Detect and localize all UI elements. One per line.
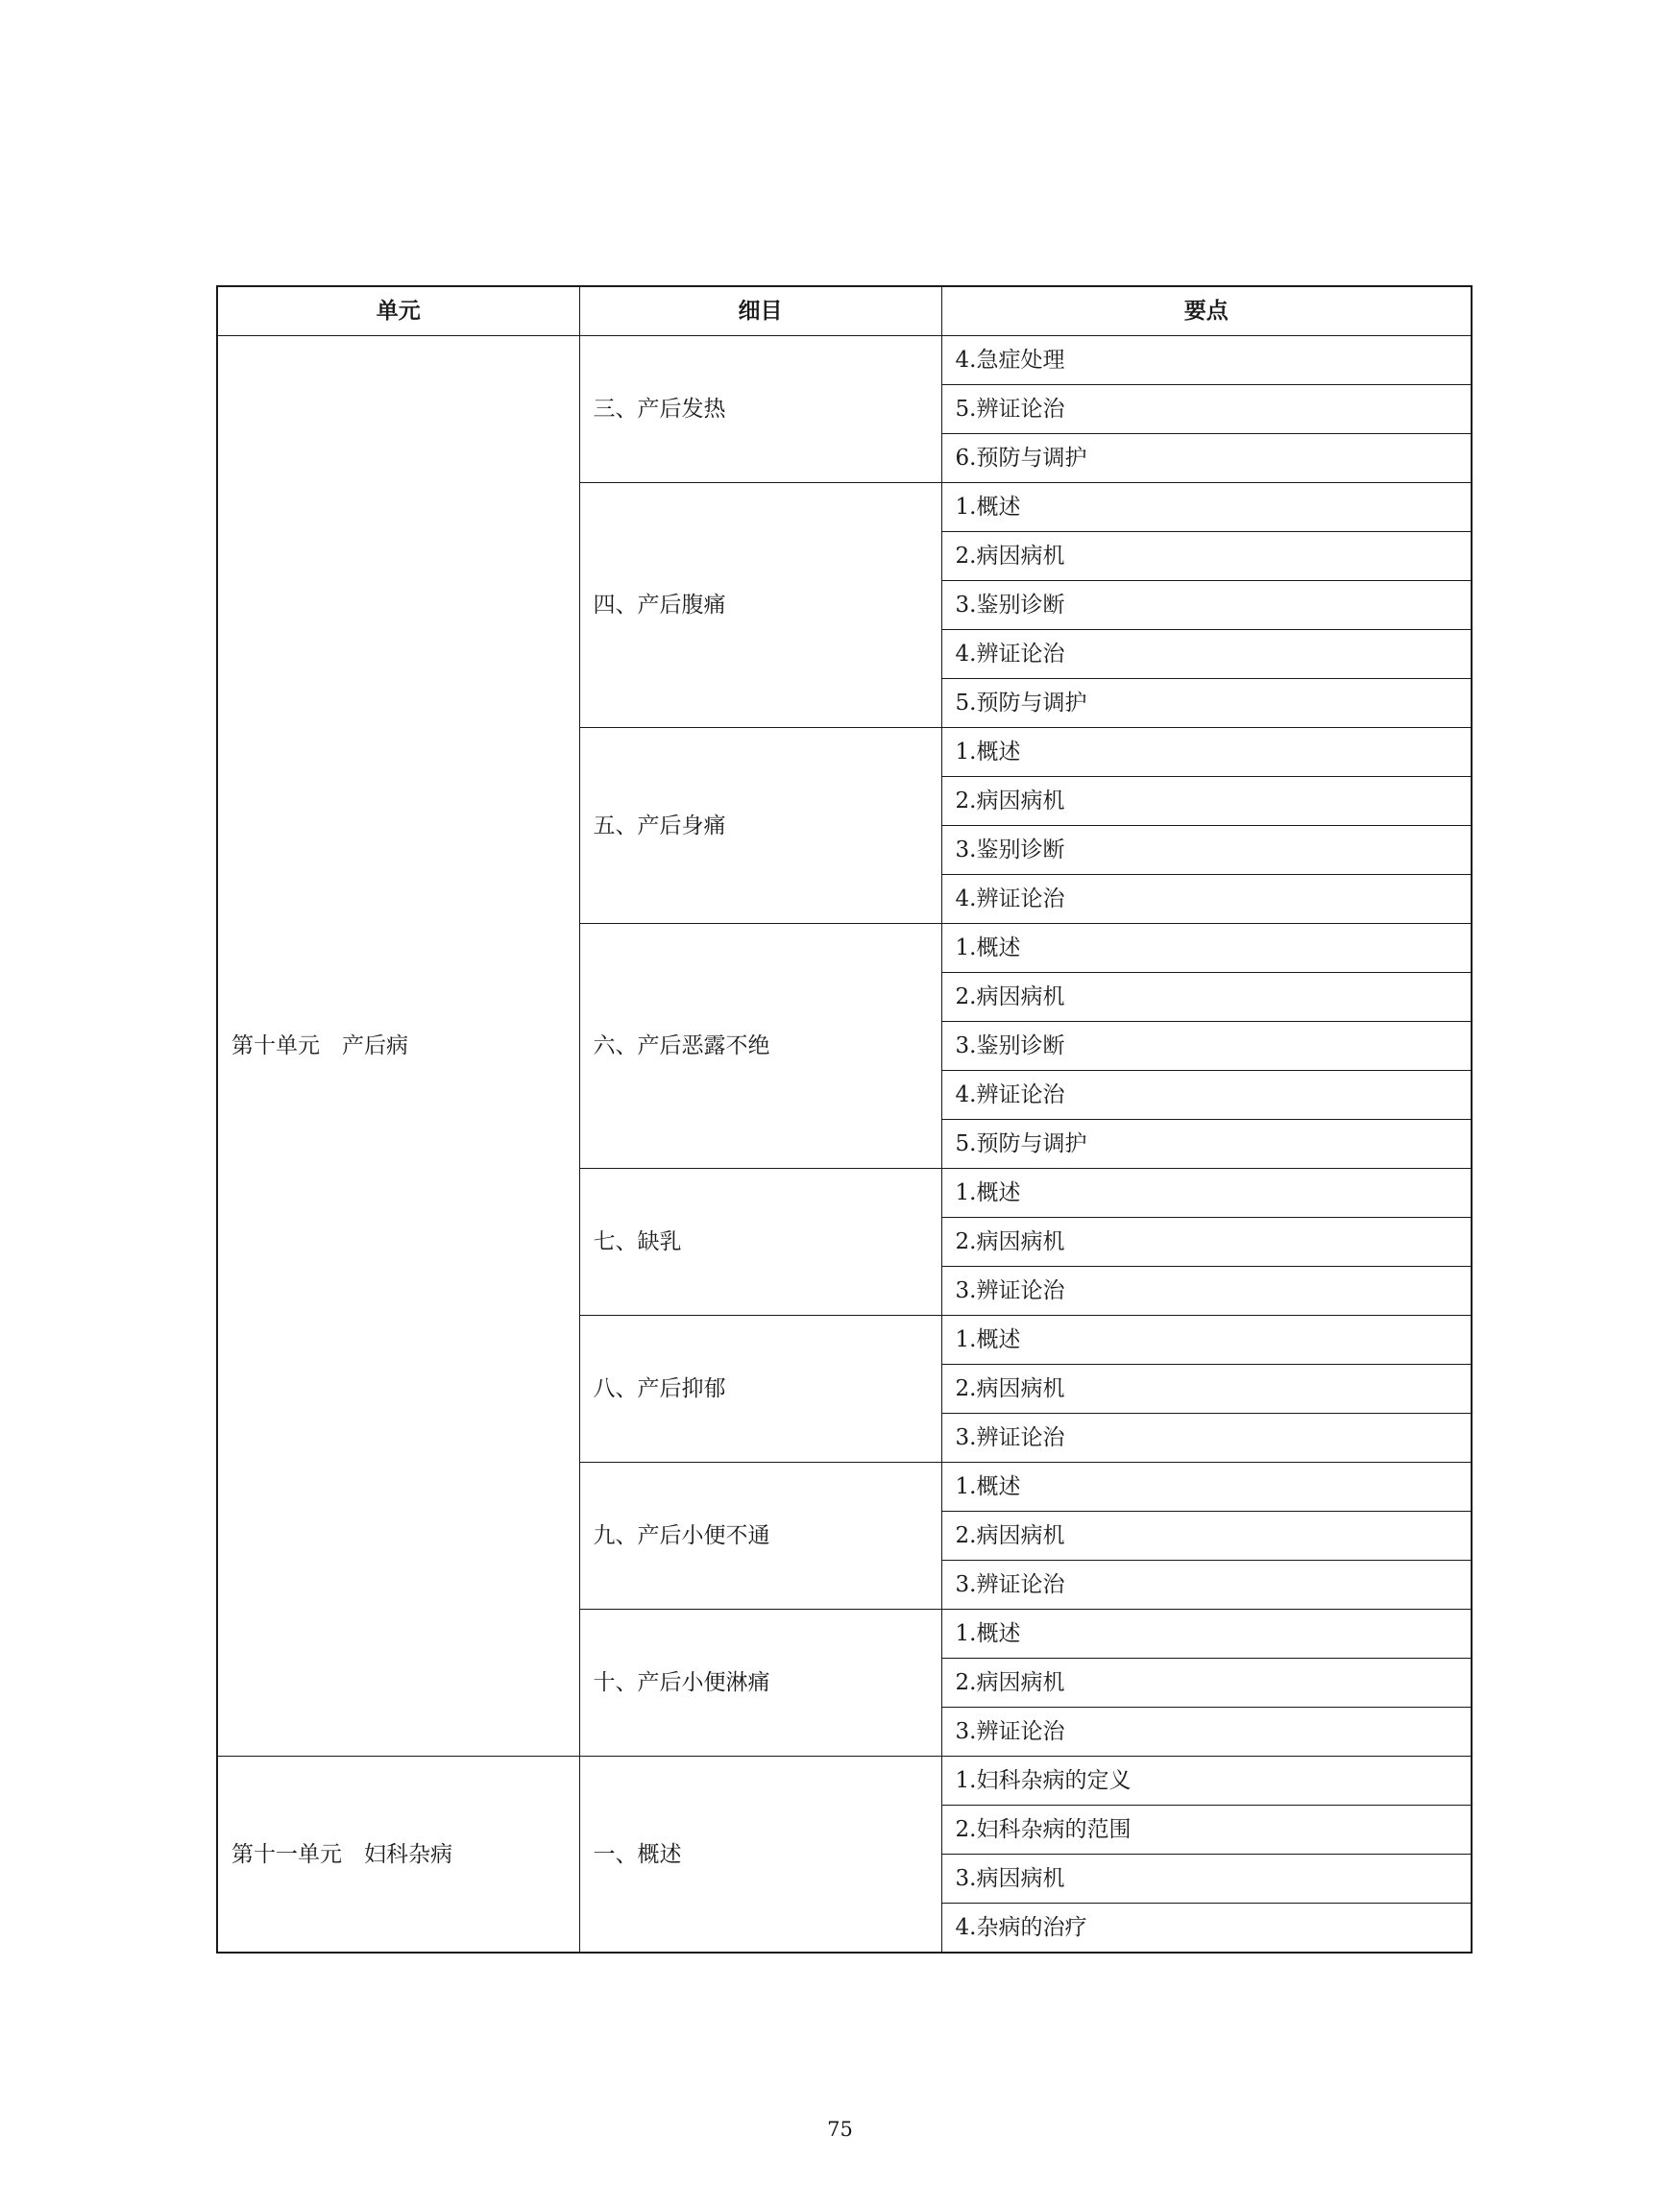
point-cell: 3.病因病机 <box>941 1855 1472 1904</box>
point-cell: 3.辨证论治 <box>941 1267 1472 1316</box>
header-row <box>217 286 1472 336</box>
point-cell: 3.鉴别诊断 <box>941 826 1472 875</box>
point-cell: 3.鉴别诊断 <box>941 581 1472 630</box>
point-cell: 2.病因病机 <box>941 1365 1472 1414</box>
table-header <box>217 286 1472 336</box>
point-cell: 1.概述 <box>941 1316 1472 1365</box>
point-cell: 2.病因病机 <box>941 777 1472 826</box>
unit-cell: 第十单元 产后病 <box>217 336 579 1757</box>
header-points: 要点 <box>941 286 1472 336</box>
table-row <box>217 336 1472 385</box>
point-cell: 3.辨证论治 <box>941 1708 1472 1757</box>
point-cell: 2.病因病机 <box>941 1218 1472 1267</box>
point-cell: 2.病因病机 <box>941 1512 1472 1561</box>
point-cell: 1.妇科杂病的定义 <box>941 1757 1472 1806</box>
topic-cell: 六、产后恶露不绝 <box>579 924 941 1169</box>
point-cell: 3.辨证论治 <box>941 1414 1472 1463</box>
point-cell: 1.概述 <box>941 924 1472 973</box>
point-cell: 2.妇科杂病的范围 <box>941 1806 1472 1855</box>
point-cell: 4.辨证论治 <box>941 630 1472 679</box>
point-cell: 6.预防与调护 <box>941 434 1472 483</box>
point-cell: 2.病因病机 <box>941 973 1472 1022</box>
topic-cell: 一、概述 <box>579 1757 941 1954</box>
unit-cell: 第十一单元 妇科杂病 <box>217 1757 579 1954</box>
topic-cell: 五、产后身痛 <box>579 728 941 924</box>
point-cell: 5.辨证论治 <box>941 385 1472 434</box>
point-cell: 1.概述 <box>941 1169 1472 1218</box>
topic-cell: 十、产后小便淋痛 <box>579 1610 941 1757</box>
table-body <box>217 336 1472 1954</box>
table-row <box>217 1757 1472 1806</box>
point-cell: 4.辨证论治 <box>941 875 1472 924</box>
topic-cell: 八、产后抑郁 <box>579 1316 941 1463</box>
syllabus-table <box>216 285 1473 1954</box>
point-cell: 4.杂病的治疗 <box>941 1904 1472 1954</box>
point-cell: 4.辨证论治 <box>941 1071 1472 1120</box>
header-unit: 单元 <box>217 286 579 336</box>
point-cell: 1.概述 <box>941 1463 1472 1512</box>
point-cell: 3.辨证论治 <box>941 1561 1472 1610</box>
point-cell: 2.病因病机 <box>941 532 1472 581</box>
point-cell: 5.预防与调护 <box>941 679 1472 728</box>
topic-cell: 三、产后发热 <box>579 336 941 483</box>
point-cell: 1.概述 <box>941 483 1472 532</box>
point-cell: 1.概述 <box>941 1610 1472 1659</box>
point-cell: 1.概述 <box>941 728 1472 777</box>
point-cell: 4.急症处理 <box>941 336 1472 385</box>
topic-cell: 七、缺乳 <box>579 1169 941 1316</box>
topic-cell: 四、产后腹痛 <box>579 483 941 728</box>
point-cell: 2.病因病机 <box>941 1659 1472 1708</box>
point-cell: 3.鉴别诊断 <box>941 1022 1472 1071</box>
point-cell: 5.预防与调护 <box>941 1120 1472 1169</box>
header-topic: 细目 <box>579 286 941 336</box>
topic-cell: 九、产后小便不通 <box>579 1463 941 1610</box>
page-number: 75 <box>827 2118 853 2141</box>
